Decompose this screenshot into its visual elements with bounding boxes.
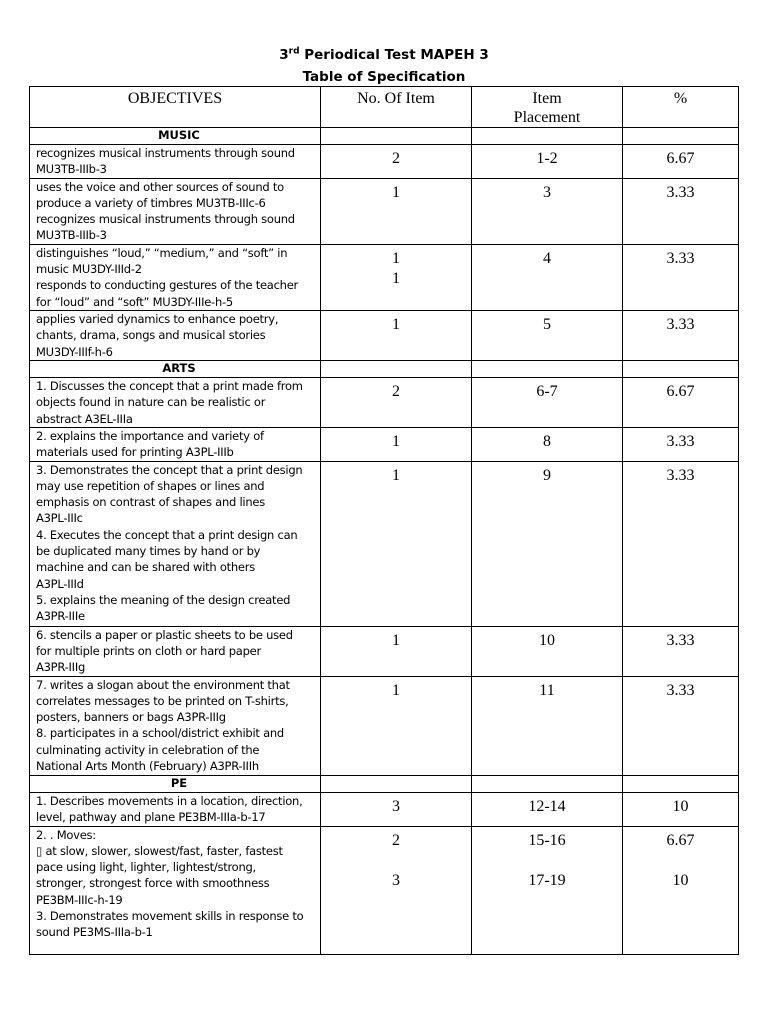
items-cell: 3 — [321, 792, 472, 826]
placement-cell: 11 — [472, 676, 623, 775]
items-cell: 2 3 — [321, 826, 472, 954]
percent-cell: 6.67 — [623, 377, 739, 427]
items-cell: 2 — [321, 145, 472, 179]
col-header-item-placement: Item Placement — [472, 87, 623, 128]
table-row — [30, 792, 739, 826]
placement-cell: 12-14 — [472, 792, 623, 826]
objective-cell: 1. Describes movements in a location, direction, level, pathway and plane PE3BM-IIIa-b-17 — [30, 792, 321, 826]
header-row — [30, 87, 739, 128]
items-cell: 1 1 — [321, 244, 472, 310]
percent-cell: 3.33 — [623, 178, 739, 244]
section-row-music — [30, 128, 739, 145]
document-title: 3rd Periodical Test MAPEH 3 — [279, 46, 489, 63]
items-cell: 1 — [321, 178, 472, 244]
items-cell: 1 — [321, 427, 472, 461]
percent-cell: 10 — [623, 792, 739, 826]
items-cell: 1 — [321, 676, 472, 775]
placement-cell: 9 — [472, 461, 623, 626]
placement-cell: 8 — [472, 427, 623, 461]
document-subtitle: Table of Specification — [302, 69, 466, 85]
percent-cell: 3.33 — [623, 461, 739, 626]
percent-cell: 3.33 — [623, 676, 739, 775]
percent-cell: 3.33 — [623, 427, 739, 461]
col-header-no-of-item: No. Of Item — [321, 87, 472, 128]
table-row — [30, 427, 739, 461]
items-cell: 1 — [321, 310, 472, 360]
placement-cell: 6-7 — [472, 377, 623, 427]
percent-cell: 3.33 — [623, 626, 739, 676]
objective-cell: 2. . Moves: ▯ at slow, slower, slowest/fast, faster, fastest pace using light, lighter, lightest/strong, stronger, strongest force with smoothness PE3BM-IIIc-h-19 3. Demonstrates movement skills in response to sound PE3MS-IIIa-b-1 — [30, 826, 321, 954]
objective-cell: 7. writes a slogan about the environment that correlates messages to be printed on T-shirts, posters, banners or bags A3PR-IIIg 8. participates in a school/district exhibit and culminating activity in celebration of the National Arts Month (February) A3PR-IIIh — [30, 676, 321, 775]
section-row-arts — [30, 360, 739, 377]
placement-cell: 4 — [472, 244, 623, 310]
objective-cell: recognizes musical instruments through sound MU3TB-IIIb-3 — [30, 145, 321, 179]
placement-cell: 15-16 17-19 — [472, 826, 623, 954]
objective-cell: distinguishes “loud,” “medium,” and “soft” in music MU3DY-IIId-2 responds to conducting gestures of the teacher for “loud” and “soft” MU3DY-IIIe-h-5 — [30, 244, 321, 310]
section-label-music: MUSIC — [30, 128, 321, 145]
specification-table — [29, 86, 739, 955]
items-cell: 1 — [321, 626, 472, 676]
table-row — [30, 461, 739, 626]
placement-cell: 3 — [472, 178, 623, 244]
table-row — [30, 826, 739, 954]
table-row — [30, 676, 739, 775]
objective-cell: 1. Discusses the concept that a print made from objects found in nature can be realistic or abstract A3EL-IIIa — [30, 377, 321, 427]
percent-cell: 6.67 — [623, 145, 739, 179]
table-row — [30, 145, 739, 179]
table-row — [30, 377, 739, 427]
objective-cell: 2. explains the importance and variety of materials used for printing A3PL-IIIb — [30, 427, 321, 461]
placement-cell: 10 — [472, 626, 623, 676]
items-cell: 1 — [321, 461, 472, 626]
objective-cell: 3. Demonstrates the concept that a print design may use repetition of shapes or lines and emphasis on contrast of shapes and lines A3PL-IIIc 4. Executes the concept that a print design can be duplicated many times by hand or by machine and can be shared with others A3PL-IIId 5. explains the meaning of the design created A3PR-IIIe — [30, 461, 321, 626]
placement-cell: 1-2 — [472, 145, 623, 179]
objective-cell: uses the voice and other sources of sound to produce a variety of timbres MU3TB-IIIc-6 recognizes musical instruments through sound MU3TB-IIIb-3 — [30, 178, 321, 244]
objective-cell: applies varied dynamics to enhance poetry, chants, drama, songs and musical stories MU3DY-IIIf-h-6 — [30, 310, 321, 360]
table-row — [30, 244, 739, 310]
placement-cell: 5 — [472, 310, 623, 360]
table-row — [30, 626, 739, 676]
section-label-pe: PE — [30, 775, 321, 792]
objective-cell: 6. stencils a paper or plastic sheets to be used for multiple prints on cloth or hard paper A3PR-IIIg — [30, 626, 321, 676]
percent-cell: 3.33 — [623, 310, 739, 360]
percent-cell: 6.67 10 — [623, 826, 739, 954]
table-row — [30, 310, 739, 360]
table-row — [30, 178, 739, 244]
col-header-percent: % — [623, 87, 739, 128]
section-label-arts: ARTS — [30, 360, 321, 377]
percent-cell: 3.33 — [623, 244, 739, 310]
items-cell: 2 — [321, 377, 472, 427]
col-header-objectives: OBJECTIVES — [30, 87, 321, 128]
section-row-pe — [30, 775, 739, 792]
